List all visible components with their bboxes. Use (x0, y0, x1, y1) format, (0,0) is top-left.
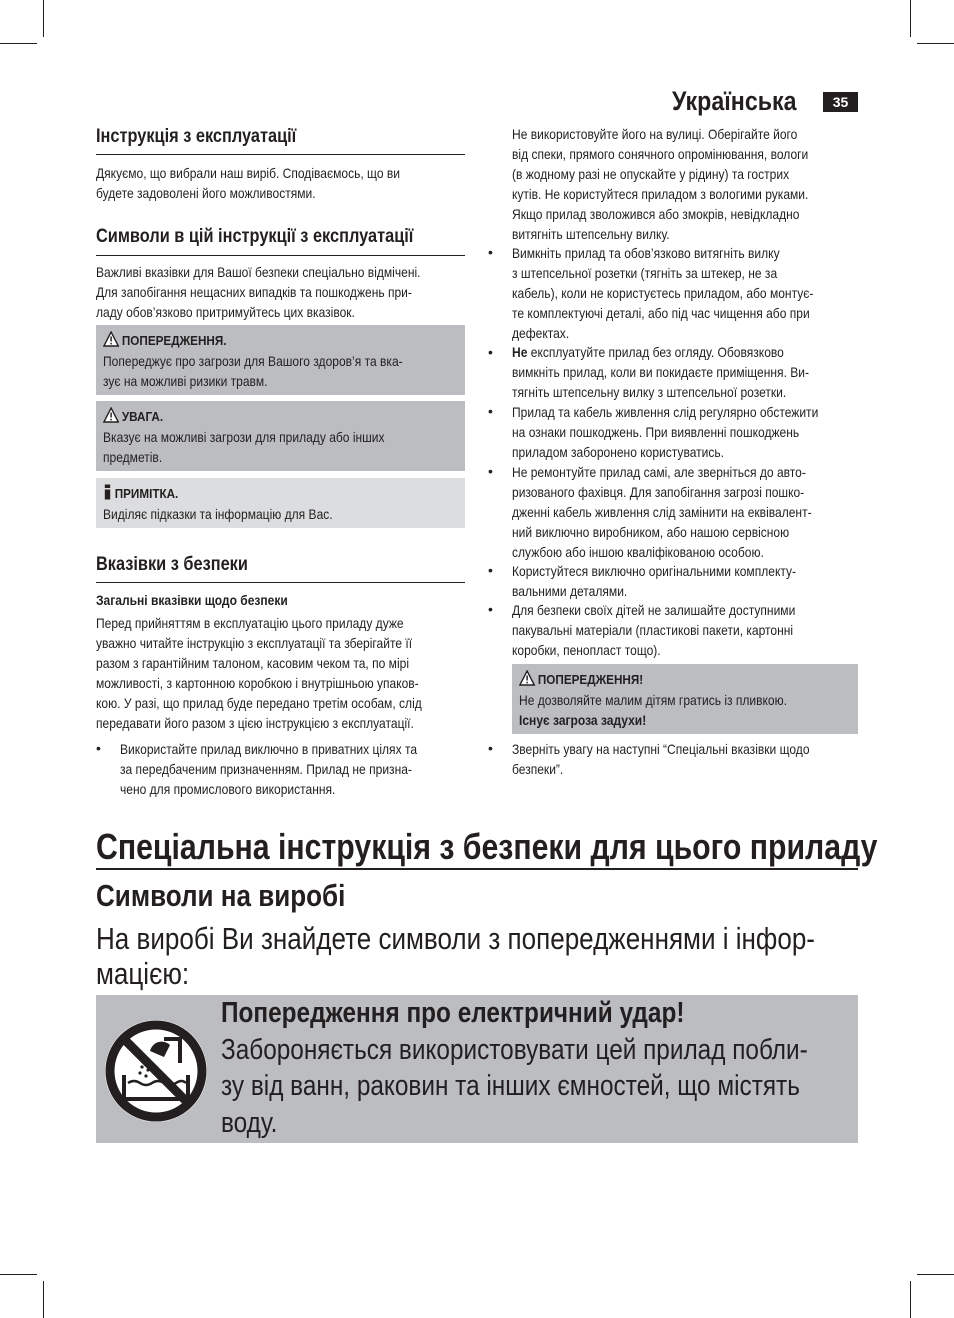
note-box (96, 478, 465, 528)
bullet-marker: • (488, 344, 493, 360)
heading-rule (96, 582, 465, 583)
outdoor-paragraph: Не використовуйте його на вулиці. Оберігайте його від спеки, прямого сонячного опромінювання, вологи (в жодному разі не опускайте у рідину) та гострих кутів. Не користуйтеся приладом з вологими руками. Якщо прилад зволожився або змокрів, невідкладно витягніть штепсельну вилку. (512, 126, 809, 242)
bullet-marker: • (488, 244, 493, 260)
child-warning-box (512, 664, 858, 734)
bullet-marker: • (488, 601, 493, 617)
info-icon (103, 484, 112, 500)
note-title: ПРИМІТКА. (114, 486, 179, 501)
warning-box (96, 325, 465, 395)
bullet-marker: • (488, 463, 493, 479)
instructions-heading: Інструкція з експлуатації (96, 126, 297, 147)
child-warning-text: Не дозволяйте малим дітям гратись із пливкою. Існує загроза задухи! (519, 692, 788, 728)
electric-shock-text: зу від ванн, раковин та інших ємностей, що містять (221, 1070, 800, 1102)
page-number: 35 (823, 92, 858, 112)
general-subheading: Загальні вказівки щодо безпеки (96, 592, 288, 608)
bullet-repair: Не ремонтуйте прилад самі, але зверніться до авто- ризованого фахівця. Для запобігання загрозі пошко- дженні кабель живлення слід замінити на еквівалент- ний виключно виробником, або нашою сервісною службою або іншою кваліфікованою особою. (512, 464, 812, 560)
intro-paragraph: Дякуємо, що вибрали наш виріб. Сподіваємось, що ви будете задоволені його можливостями. (96, 165, 400, 201)
caution-box (96, 401, 465, 471)
bullet-original-parts: Користуйтеся виключно оригінальними комплекту- вальними деталями. (512, 563, 797, 599)
bullet-packaging: Для безпеки своїх дітей не залишайте доступними пакувальні матеріали (пластикові пакети, картонні коробки, пенопласт тощо). (512, 602, 796, 658)
symbols-paragraph: Важливі вказівки для Вашої безпеки спеціально відмічені. Для запобігання нещасних випадків та пошкоджень при- ладу обов’язково притримуйтесь цих вказівок. (96, 264, 421, 320)
electric-shock-text: воду. (221, 1107, 278, 1139)
warning-triangle-icon (103, 407, 119, 423)
product-symbols-text: мацією: (96, 956, 190, 991)
crop-mark (0, 43, 37, 44)
product-symbols-text: На виробі Ви знайдете символи з попередженнями і інфор- (96, 921, 815, 956)
bullet-marker: • (488, 403, 493, 419)
safety-heading: Вказівки з безпеки (96, 554, 248, 575)
bullet-unplug: Вимкніть прилад та обов’язково витягніть вилку з штепсельної розетки (тягніть за штекер, не за кабель), коли не користуєтесь приладом, або монтує- те комплектуючі деталі, або під час чищення або при дефектах. (512, 245, 814, 341)
crop-mark (917, 1274, 954, 1275)
bullet-special-notes: Зверніть увагу на наступні “Спеціальні вказівки щодо безпеки”. (512, 741, 810, 777)
crop-mark (0, 1274, 37, 1275)
heading-rule (96, 154, 465, 155)
electric-shock-title: Попередження про електричний удар! (221, 997, 685, 1029)
warning-title: ПОПЕРЕДЖЕННЯ! (537, 672, 644, 687)
electric-shock-text: Забороняється використовувати цей прилад побли- (221, 1034, 808, 1066)
bullet-inspect: Прилад та кабель живлення слід регулярно обстежити на ознаки пошкоджень. При виявленні пошкоджень приладом заборонено користуватись. (512, 404, 819, 460)
bullet-marker: • (96, 740, 101, 756)
caution-text: Вказує на можливі загрози для приладу або інших предметів. (103, 429, 385, 465)
crop-mark (917, 43, 954, 44)
warning-triangle-icon (519, 670, 535, 686)
general-paragraph: Перед прийняттям в експлуатацію цього приладу дуже уважно читайте інструкцію з експлуатації та зберігайте її разом з гарантійним талоном, касовим чеком та, по мірі можливості, з картонною коробкою і внутрішньою упаков- кою. У разі, що прилад буде передано третім особам, слід передавати його разом з цією інструкцією з експлуатації. (96, 615, 422, 731)
bullet-private-use: Використайте прилад виключно в приватних цілях та за передбаченим призначенням. Прилад не призна- чено для промислового використання. (120, 741, 418, 797)
electric-shock-warning (96, 995, 858, 1143)
crop-mark (910, 0, 911, 37)
symbols-heading: Символи в цій інструкції з експлуатації (96, 226, 414, 247)
title-rule (96, 868, 858, 870)
bullet-unattended: Не експлуатуйте прилад без огляду. Обовязково вимкніть прилад, коли ви покидаєте приміщення. Ви- тягніть штепсельну вилку з штепсельної розетки. (512, 344, 810, 400)
crop-mark (910, 1281, 911, 1318)
crop-mark (43, 1281, 44, 1318)
product-symbols-title: Символи на виробі (96, 878, 346, 913)
heading-rule (96, 255, 465, 256)
warning-text: Попереджує про загрози для Вашого здоров’я та вка- зує на можливі ризики травм. (103, 353, 403, 389)
note-text: Виділяє підказки та інформацію для Вас. (103, 506, 333, 522)
no-bath-shower-icon (102, 1017, 210, 1125)
caution-title: УВАГА. (121, 409, 164, 424)
special-safety-title: Спеціальна інструкція з безпеки для цього приладу (96, 826, 878, 867)
bullet-marker: • (488, 562, 493, 578)
warning-title: ПОПЕРЕДЖЕННЯ. (121, 333, 227, 348)
bullet-marker: • (488, 740, 493, 756)
language-label: Українська (672, 86, 797, 116)
warning-triangle-icon (103, 331, 119, 347)
crop-mark (43, 0, 44, 37)
